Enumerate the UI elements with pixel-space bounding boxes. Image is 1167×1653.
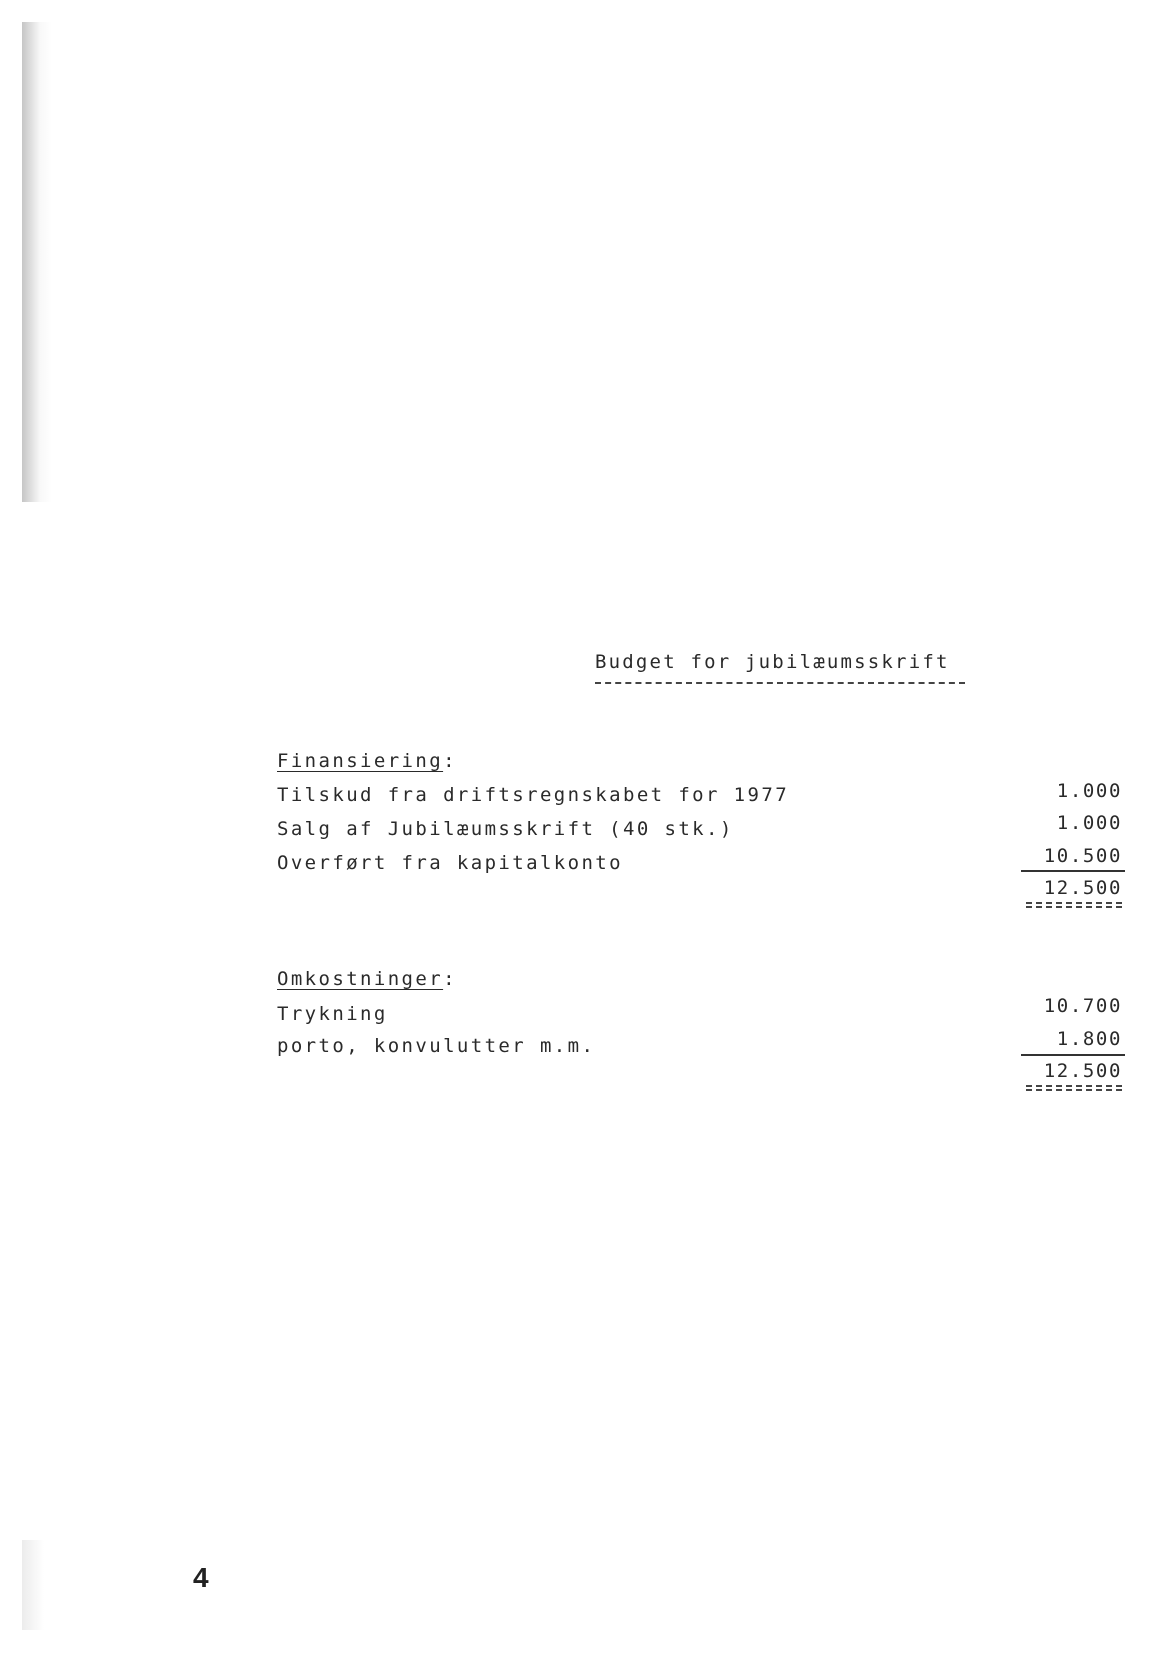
costs-total: 12.500 (1043, 1060, 1122, 1082)
financing-row-label: Tilskud fra driftsregnskabet for 1977 (277, 784, 790, 806)
financing-row-label: Salg af Jubilæumsskrift (40 stk.) (277, 818, 734, 840)
page-edge-shadow (22, 22, 52, 502)
costs-heading-colon: : (443, 968, 457, 990)
financing-row-amount: 1.000 (1056, 780, 1122, 802)
financing-heading-text: Finansiering (277, 750, 444, 772)
financing-total: 12.500 (1043, 877, 1122, 899)
financing-total-double-rule-lower (1026, 906, 1122, 908)
title-underline (595, 682, 965, 684)
document-title: Budget for jubilæumsskrift (595, 651, 950, 673)
financing-row-amount: 10.500 (1043, 845, 1122, 867)
costs-row-amount: 10.700 (1043, 995, 1122, 1017)
costs-row-amount: 1.800 (1056, 1028, 1122, 1050)
financing-sum-rule (1021, 870, 1125, 872)
financing-row-amount: 1.000 (1056, 812, 1122, 834)
page-edge-shadow-bottom (22, 1540, 44, 1630)
financing-heading-colon: : (443, 750, 457, 772)
financing-total-double-rule (1026, 902, 1122, 904)
costs-heading (277, 968, 457, 990)
costs-heading-text: Omkostninger (277, 968, 444, 990)
costs-row-label: Trykning (277, 1003, 388, 1025)
financing-heading (277, 750, 457, 772)
costs-sum-rule (1021, 1054, 1125, 1056)
costs-total-double-rule (1026, 1085, 1122, 1087)
costs-total-double-rule-lower (1026, 1089, 1122, 1091)
page-number: 4 (193, 1562, 209, 1593)
costs-row-label: porto, konvulutter m.m. (277, 1035, 596, 1057)
financing-row-label: Overført fra kapitalkonto (277, 852, 623, 874)
